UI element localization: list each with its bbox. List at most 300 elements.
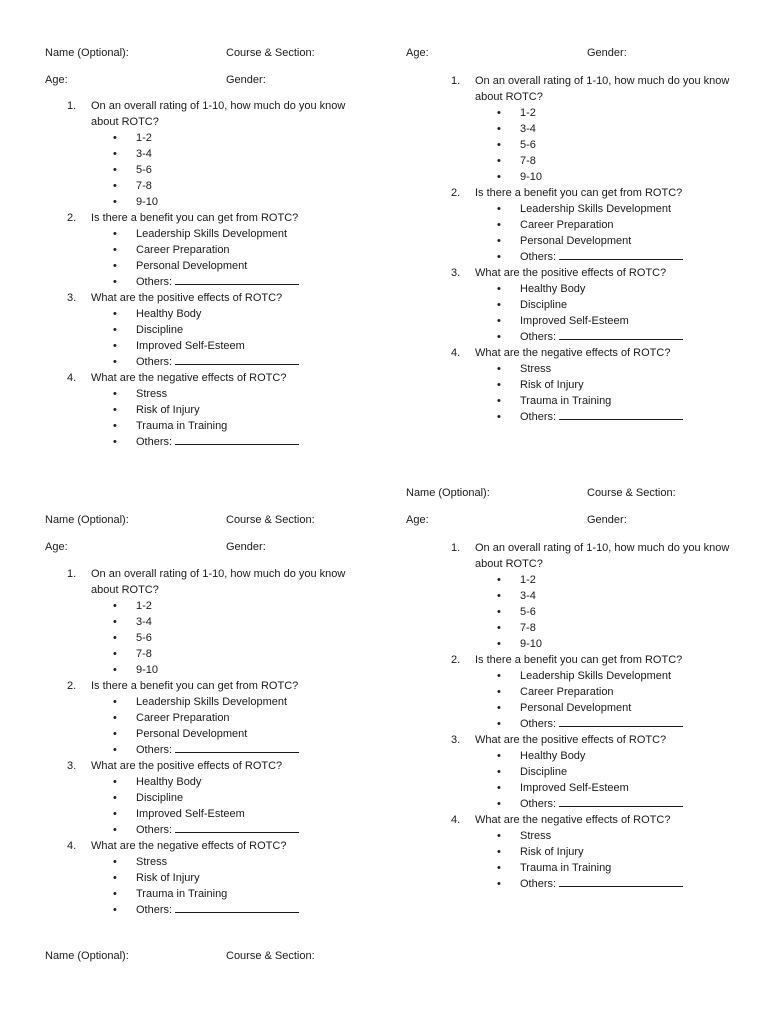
answer-option bbox=[429, 201, 749, 217]
question-text: What are the negative effects of ROTC? bbox=[91, 372, 287, 384]
bullet-icon: • bbox=[497, 395, 501, 407]
option-label: Leadership Skills Development bbox=[136, 696, 288, 708]
answer-option bbox=[45, 226, 365, 242]
answer-option bbox=[45, 870, 365, 886]
age-label: Age: bbox=[406, 514, 429, 526]
option-label: Trauma in Training bbox=[520, 862, 612, 874]
option-label: Risk of Injury bbox=[136, 872, 200, 884]
answer-option bbox=[45, 854, 365, 870]
option-label: 1-2 bbox=[136, 132, 152, 144]
answer-option bbox=[429, 668, 749, 684]
answer-option bbox=[45, 694, 365, 710]
bullet-icon: • bbox=[113, 356, 117, 368]
bullet-icon: • bbox=[497, 219, 501, 231]
course-section-label: Course & Section: bbox=[587, 487, 676, 499]
option-list bbox=[45, 306, 365, 370]
answer-option bbox=[429, 636, 749, 652]
option-label: 7-8 bbox=[520, 622, 536, 634]
questionnaire-top-left bbox=[45, 98, 365, 450]
option-label: Improved Self-Esteem bbox=[520, 315, 629, 327]
answer-option bbox=[45, 886, 365, 902]
bullet-icon: • bbox=[113, 132, 117, 144]
bullet-icon: • bbox=[497, 622, 501, 634]
bullet-icon: • bbox=[497, 331, 501, 343]
bullet-icon: • bbox=[497, 702, 501, 714]
bullet-icon: • bbox=[497, 299, 501, 311]
bullet-icon: • bbox=[497, 878, 501, 890]
bullet-icon: • bbox=[497, 235, 501, 247]
others-blank-line[interactable] bbox=[559, 249, 683, 260]
bullet-icon: • bbox=[113, 744, 117, 756]
others-option bbox=[45, 354, 365, 370]
bullet-icon: • bbox=[113, 600, 117, 612]
bullet-icon: • bbox=[497, 283, 501, 295]
answer-option bbox=[45, 806, 365, 822]
option-label: Improved Self-Esteem bbox=[136, 808, 245, 820]
bullet-icon: • bbox=[497, 798, 501, 810]
others-blank-line[interactable] bbox=[559, 409, 683, 420]
others-blank-line[interactable] bbox=[559, 329, 683, 340]
answer-option bbox=[45, 402, 365, 418]
others-option bbox=[429, 249, 749, 265]
others-label: Others: bbox=[520, 331, 557, 343]
others-blank-line[interactable] bbox=[175, 274, 299, 285]
option-label: Trauma in Training bbox=[136, 888, 228, 900]
answer-option bbox=[429, 572, 749, 588]
question-number: 1. bbox=[67, 568, 77, 580]
option-label: Personal Development bbox=[136, 728, 248, 740]
option-label: 5-6 bbox=[136, 632, 152, 644]
bullet-icon: • bbox=[113, 340, 117, 352]
question-number: 2. bbox=[451, 654, 461, 666]
age-label: Age: bbox=[45, 541, 68, 553]
age-label: Age: bbox=[45, 74, 68, 86]
bullet-icon: • bbox=[113, 696, 117, 708]
question-number: 1. bbox=[451, 75, 461, 87]
answer-option bbox=[45, 242, 365, 258]
answer-option bbox=[45, 598, 365, 614]
question-number: 2. bbox=[67, 212, 77, 224]
option-label: Improved Self-Esteem bbox=[520, 782, 629, 794]
bullet-icon: • bbox=[113, 808, 117, 820]
question-item bbox=[429, 185, 749, 201]
option-label: 7-8 bbox=[520, 155, 536, 167]
answer-option bbox=[45, 790, 365, 806]
bullet-icon: • bbox=[113, 824, 117, 836]
bullet-icon: • bbox=[113, 712, 117, 724]
answer-option bbox=[45, 418, 365, 434]
question-number: 4. bbox=[451, 347, 461, 359]
answer-option bbox=[429, 780, 749, 796]
name-label: Name (Optional): bbox=[45, 47, 129, 59]
question-item bbox=[429, 265, 749, 281]
bullet-icon: • bbox=[113, 872, 117, 884]
name-label: Name (Optional): bbox=[406, 487, 490, 499]
answer-option bbox=[429, 153, 749, 169]
option-label: Stress bbox=[136, 856, 168, 868]
others-label: Others: bbox=[136, 436, 173, 448]
option-label: Discipline bbox=[136, 324, 184, 336]
option-label: 3-4 bbox=[520, 590, 536, 602]
name-label: Name (Optional): bbox=[45, 514, 129, 526]
course-section-label: Course & Section: bbox=[226, 950, 315, 962]
bullet-icon: • bbox=[497, 606, 501, 618]
question-text: Is there a benefit you can get from ROTC? bbox=[91, 212, 299, 224]
bullet-icon: • bbox=[497, 638, 501, 650]
others-blank-line[interactable] bbox=[175, 434, 299, 445]
question-item bbox=[45, 838, 365, 854]
option-label: Discipline bbox=[136, 792, 184, 804]
answer-option bbox=[45, 194, 365, 210]
others-label: Others: bbox=[520, 718, 557, 730]
bullet-icon: • bbox=[113, 260, 117, 272]
others-label: Others: bbox=[136, 904, 173, 916]
option-label: Career Preparation bbox=[136, 244, 230, 256]
option-label: Leadership Skills Development bbox=[520, 203, 672, 215]
answer-option bbox=[429, 137, 749, 153]
others-option bbox=[45, 742, 365, 758]
question-number: 3. bbox=[67, 760, 77, 772]
question-number: 3. bbox=[451, 734, 461, 746]
option-label: Career Preparation bbox=[136, 712, 230, 724]
option-label: Personal Development bbox=[520, 235, 632, 247]
question-item bbox=[45, 370, 365, 386]
question-item bbox=[429, 652, 749, 668]
answer-option bbox=[45, 130, 365, 146]
bullet-icon: • bbox=[113, 276, 117, 288]
option-label: Healthy Body bbox=[136, 776, 202, 788]
option-label: 1-2 bbox=[520, 107, 536, 119]
bullet-icon: • bbox=[497, 203, 501, 215]
bullet-icon: • bbox=[497, 251, 501, 263]
others-blank-line[interactable] bbox=[175, 354, 299, 365]
option-label: Healthy Body bbox=[520, 283, 586, 295]
answer-option bbox=[429, 297, 749, 313]
question-item bbox=[429, 540, 749, 572]
question-item bbox=[45, 210, 365, 226]
gender-label: Gender: bbox=[587, 514, 627, 526]
option-label: 9-10 bbox=[520, 171, 543, 183]
others-label: Others: bbox=[520, 798, 557, 810]
question-text: What are the positive effects of ROTC? bbox=[475, 267, 667, 279]
answer-option bbox=[429, 860, 749, 876]
bullet-icon: • bbox=[113, 196, 117, 208]
answer-option bbox=[429, 233, 749, 249]
answer-option bbox=[45, 258, 365, 274]
option-label: Leadership Skills Development bbox=[520, 670, 672, 682]
option-label: Trauma in Training bbox=[520, 395, 612, 407]
question-text: On an overall rating of 1-10, how much do you know about ROTC? bbox=[91, 568, 346, 596]
option-label: Risk of Injury bbox=[520, 846, 584, 858]
others-blank-line[interactable] bbox=[559, 876, 683, 887]
bullet-icon: • bbox=[497, 107, 501, 119]
answer-option bbox=[429, 700, 749, 716]
bullet-icon: • bbox=[113, 728, 117, 740]
answer-option bbox=[45, 178, 365, 194]
others-blank-line[interactable] bbox=[175, 902, 299, 913]
bullet-icon: • bbox=[113, 616, 117, 628]
option-label: 1-2 bbox=[520, 574, 536, 586]
gender-label: Gender: bbox=[226, 541, 266, 553]
bullet-icon: • bbox=[497, 123, 501, 135]
others-option bbox=[429, 876, 749, 892]
option-label: Career Preparation bbox=[520, 686, 614, 698]
option-list bbox=[429, 668, 749, 732]
bullet-icon: • bbox=[497, 363, 501, 375]
others-option bbox=[45, 274, 365, 290]
option-list bbox=[429, 201, 749, 265]
answer-option bbox=[45, 646, 365, 662]
others-option bbox=[429, 716, 749, 732]
question-number: 1. bbox=[451, 542, 461, 554]
question-number: 4. bbox=[451, 814, 461, 826]
option-list bbox=[429, 281, 749, 345]
option-list bbox=[429, 748, 749, 812]
others-label: Others: bbox=[520, 411, 557, 423]
question-text: Is there a benefit you can get from ROTC? bbox=[475, 654, 683, 666]
option-label: Stress bbox=[520, 830, 552, 842]
answer-option bbox=[429, 281, 749, 297]
question-text: What are the positive effects of ROTC? bbox=[91, 760, 283, 772]
answer-option bbox=[45, 630, 365, 646]
question-number: 4. bbox=[67, 840, 77, 852]
others-label: Others: bbox=[136, 744, 173, 756]
option-label: Healthy Body bbox=[136, 308, 202, 320]
option-list bbox=[45, 130, 365, 210]
option-label: Improved Self-Esteem bbox=[136, 340, 245, 352]
answer-option bbox=[429, 121, 749, 137]
answer-option bbox=[429, 748, 749, 764]
option-label: 5-6 bbox=[520, 606, 536, 618]
option-label: Discipline bbox=[520, 766, 568, 778]
bullet-icon: • bbox=[113, 632, 117, 644]
option-list bbox=[429, 105, 749, 185]
question-item bbox=[429, 345, 749, 361]
bullet-icon: • bbox=[497, 862, 501, 874]
question-item bbox=[429, 732, 749, 748]
others-label: Others: bbox=[136, 356, 173, 368]
question-text: What are the negative effects of ROTC? bbox=[91, 840, 287, 852]
bullet-icon: • bbox=[113, 904, 117, 916]
gender-label: Gender: bbox=[587, 47, 627, 59]
option-list bbox=[45, 598, 365, 678]
course-section-label: Course & Section: bbox=[226, 514, 315, 526]
option-label: 1-2 bbox=[136, 600, 152, 612]
option-label: 9-10 bbox=[520, 638, 543, 650]
bullet-icon: • bbox=[113, 180, 117, 192]
option-label: Stress bbox=[520, 363, 552, 375]
answer-option bbox=[45, 162, 365, 178]
question-number: 2. bbox=[451, 187, 461, 199]
question-text: On an overall rating of 1-10, how much do you know about ROTC? bbox=[475, 542, 730, 570]
answer-option bbox=[45, 146, 365, 162]
bullet-icon: • bbox=[113, 888, 117, 900]
bullet-icon: • bbox=[497, 718, 501, 730]
bullet-icon: • bbox=[497, 411, 501, 423]
gender-label: Gender: bbox=[226, 74, 266, 86]
question-number: 3. bbox=[451, 267, 461, 279]
question-number: 4. bbox=[67, 372, 77, 384]
others-option bbox=[429, 796, 749, 812]
bullet-icon: • bbox=[113, 776, 117, 788]
bullet-icon: • bbox=[497, 574, 501, 586]
option-label: 3-4 bbox=[136, 616, 152, 628]
bullet-icon: • bbox=[497, 750, 501, 762]
option-list bbox=[45, 854, 365, 918]
answer-option bbox=[429, 393, 749, 409]
bullet-icon: • bbox=[113, 648, 117, 660]
bullet-icon: • bbox=[113, 244, 117, 256]
answer-option bbox=[429, 588, 749, 604]
bullet-icon: • bbox=[113, 164, 117, 176]
answer-option bbox=[429, 620, 749, 636]
others-option bbox=[45, 822, 365, 838]
option-list bbox=[429, 361, 749, 425]
question-text: What are the positive effects of ROTC? bbox=[91, 292, 283, 304]
question-item bbox=[45, 566, 365, 598]
questionnaire-bottom-right bbox=[429, 540, 749, 892]
option-list bbox=[45, 386, 365, 450]
others-label: Others: bbox=[136, 276, 173, 288]
question-item bbox=[45, 678, 365, 694]
bullet-icon: • bbox=[113, 324, 117, 336]
others-option bbox=[45, 434, 365, 450]
bullet-icon: • bbox=[497, 379, 501, 391]
bullet-icon: • bbox=[113, 856, 117, 868]
answer-option bbox=[45, 386, 365, 402]
answer-option bbox=[429, 604, 749, 620]
option-label: 9-10 bbox=[136, 664, 159, 676]
others-blank-line[interactable] bbox=[559, 796, 683, 807]
answer-option bbox=[429, 105, 749, 121]
answer-option bbox=[429, 169, 749, 185]
option-label: Healthy Body bbox=[520, 750, 586, 762]
option-label: Leadership Skills Development bbox=[136, 228, 288, 240]
questionnaire-bottom-left bbox=[45, 566, 365, 918]
question-text: What are the positive effects of ROTC? bbox=[475, 734, 667, 746]
answer-option bbox=[429, 377, 749, 393]
bullet-icon: • bbox=[113, 420, 117, 432]
question-text: Is there a benefit you can get from ROTC? bbox=[91, 680, 299, 692]
option-list bbox=[45, 694, 365, 758]
course-section-label: Course & Section: bbox=[226, 47, 315, 59]
answer-option bbox=[45, 726, 365, 742]
others-label: Others: bbox=[136, 824, 173, 836]
bullet-icon: • bbox=[113, 404, 117, 416]
answer-option bbox=[429, 217, 749, 233]
bullet-icon: • bbox=[497, 782, 501, 794]
question-text: What are the negative effects of ROTC? bbox=[475, 814, 671, 826]
bullet-icon: • bbox=[497, 846, 501, 858]
bullet-icon: • bbox=[497, 766, 501, 778]
others-label: Others: bbox=[520, 251, 557, 263]
others-option bbox=[429, 409, 749, 425]
question-text: On an overall rating of 1-10, how much do you know about ROTC? bbox=[475, 75, 730, 103]
option-label: 7-8 bbox=[136, 648, 152, 660]
answer-option bbox=[45, 306, 365, 322]
option-label: Risk of Injury bbox=[136, 404, 200, 416]
option-label: 5-6 bbox=[520, 139, 536, 151]
others-blank-line[interactable] bbox=[559, 716, 683, 727]
answer-option bbox=[429, 828, 749, 844]
bullet-icon: • bbox=[113, 148, 117, 160]
others-option bbox=[429, 329, 749, 345]
bullet-icon: • bbox=[497, 590, 501, 602]
option-list bbox=[429, 828, 749, 892]
bullet-icon: • bbox=[113, 388, 117, 400]
option-label: 9-10 bbox=[136, 196, 159, 208]
bullet-icon: • bbox=[497, 155, 501, 167]
others-blank-line[interactable] bbox=[175, 742, 299, 753]
option-label: Career Preparation bbox=[520, 219, 614, 231]
answer-option bbox=[45, 710, 365, 726]
answer-option bbox=[429, 313, 749, 329]
question-item bbox=[45, 98, 365, 130]
option-label: Trauma in Training bbox=[136, 420, 228, 432]
question-text: On an overall rating of 1-10, how much do you know about ROTC? bbox=[91, 100, 346, 128]
bullet-icon: • bbox=[113, 664, 117, 676]
answer-option bbox=[429, 844, 749, 860]
question-text: Is there a benefit you can get from ROTC? bbox=[475, 187, 683, 199]
answer-option bbox=[45, 774, 365, 790]
bullet-icon: • bbox=[497, 171, 501, 183]
bullet-icon: • bbox=[113, 436, 117, 448]
option-label: Personal Development bbox=[136, 260, 248, 272]
option-label: Discipline bbox=[520, 299, 568, 311]
others-label: Others: bbox=[520, 878, 557, 890]
option-label: Personal Development bbox=[520, 702, 632, 714]
answer-option bbox=[45, 338, 365, 354]
bullet-icon: • bbox=[113, 308, 117, 320]
answer-option bbox=[429, 764, 749, 780]
question-number: 1. bbox=[67, 100, 77, 112]
bullet-icon: • bbox=[113, 228, 117, 240]
bullet-icon: • bbox=[113, 792, 117, 804]
question-number: 3. bbox=[67, 292, 77, 304]
questionnaire-top-right bbox=[429, 73, 749, 425]
question-item bbox=[429, 73, 749, 105]
option-label: 7-8 bbox=[136, 180, 152, 192]
answer-option bbox=[429, 361, 749, 377]
option-label: Stress bbox=[136, 388, 168, 400]
option-list bbox=[45, 774, 365, 838]
others-blank-line[interactable] bbox=[175, 822, 299, 833]
option-list bbox=[45, 226, 365, 290]
answer-option bbox=[45, 322, 365, 338]
question-item bbox=[45, 758, 365, 774]
option-label: 5-6 bbox=[136, 164, 152, 176]
question-number: 2. bbox=[67, 680, 77, 692]
bullet-icon: • bbox=[497, 315, 501, 327]
bullet-icon: • bbox=[497, 670, 501, 682]
question-text: What are the negative effects of ROTC? bbox=[475, 347, 671, 359]
option-list bbox=[429, 572, 749, 652]
answer-option bbox=[45, 614, 365, 630]
age-label: Age: bbox=[406, 47, 429, 59]
option-label: Risk of Injury bbox=[520, 379, 584, 391]
name-label: Name (Optional): bbox=[45, 950, 129, 962]
answer-option bbox=[429, 684, 749, 700]
answer-option bbox=[45, 662, 365, 678]
bullet-icon: • bbox=[497, 830, 501, 842]
question-item bbox=[429, 812, 749, 828]
bullet-icon: • bbox=[497, 139, 501, 151]
option-label: 3-4 bbox=[136, 148, 152, 160]
bullet-icon: • bbox=[497, 686, 501, 698]
question-item bbox=[45, 290, 365, 306]
others-option bbox=[45, 902, 365, 918]
option-label: 3-4 bbox=[520, 123, 536, 135]
